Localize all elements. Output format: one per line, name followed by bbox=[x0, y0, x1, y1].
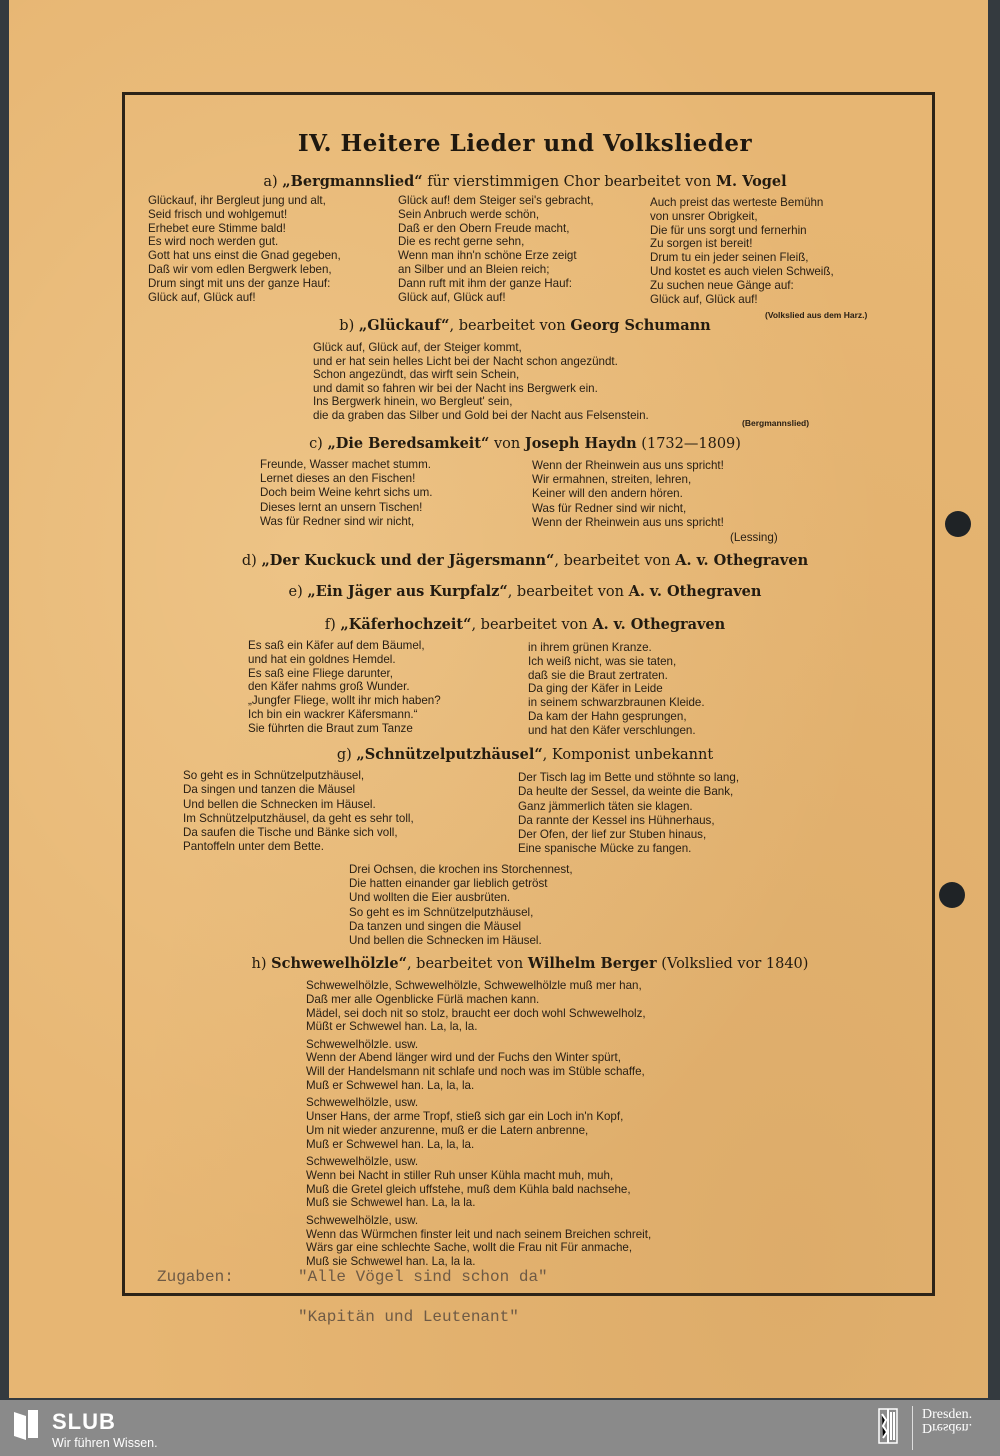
lyric-line: Will der Handelsmann nit schlafe und noch was im Stüble schaffe, bbox=[306, 1065, 645, 1079]
dresden-logo[interactable] bbox=[922, 1408, 972, 1434]
lyric-line: Müßt er Schwewel han. La, la, la. bbox=[306, 1020, 478, 1034]
lyric-line: Die hatten einander gar lieblich getröst bbox=[349, 877, 548, 891]
lyric-line: Muß die Gretel gleich uffstehe, muß dem Kühla bald nachsehe, bbox=[306, 1182, 631, 1196]
lyric-line: Und wollten die Eier ausbrüten. bbox=[349, 891, 511, 905]
lyrics-column bbox=[148, 194, 341, 304]
lyric-line: Ganz jämmerlich täten sie klagen. bbox=[518, 799, 693, 813]
song-heading-a: a) „Bergmannslied“ für vierstimmigen Chor bearbeitet von M. Vogel bbox=[263, 173, 787, 190]
lyric-line: Glück auf, Glück auf! bbox=[650, 292, 758, 306]
source-note: (Lessing) bbox=[730, 531, 778, 544]
lyric-line: Mädel, sei doch nit so stolz, braucht eer doch wohl Schwewelholz, bbox=[306, 1006, 646, 1020]
lyric-line: Freunde, Wasser machet stumm. bbox=[260, 458, 431, 471]
source-note: (Bergmannslied) bbox=[742, 418, 810, 428]
lyric-line: Schwewelhölzle. usw. bbox=[306, 1037, 419, 1051]
lyric-line: Daß er den Obern Freude macht, bbox=[398, 221, 570, 235]
stanza bbox=[306, 1038, 651, 1093]
lyrics-column bbox=[518, 771, 739, 857]
lyric-line: Was für Redner sind wir nicht, bbox=[532, 501, 687, 515]
lyric-line: Sie führten die Braut zum Tanze bbox=[248, 721, 413, 735]
book-logo-icon bbox=[12, 1408, 40, 1442]
lyric-line: Muß er Schwewel han. La, la, la. bbox=[306, 1079, 475, 1093]
lyric-line: Sein Anbruch werde schön, bbox=[398, 207, 540, 221]
lyric-line: Doch beim Weine kehrt sichs um. bbox=[260, 486, 433, 500]
stanza bbox=[306, 1096, 651, 1151]
lyric-line: Schwewelhölzle, usw. bbox=[306, 1213, 419, 1227]
lyric-line: von unsrer Obrigkeit, bbox=[650, 209, 758, 223]
lyric-line: Lernet dieses an den Fischen! bbox=[260, 472, 416, 486]
lyric-line: Der Ofen, der lief zur Stuben hinaus, bbox=[518, 828, 707, 842]
lyric-line: Glückauf, ihr Bergleut jung und alt, bbox=[148, 194, 326, 207]
lyrics-block bbox=[306, 979, 651, 1269]
lyric-line: und hat den Käfer verschlungen. bbox=[528, 723, 696, 737]
lyric-line: die da graben das Silber und Gold bei der Nacht aus Felsenstein. bbox=[313, 408, 649, 422]
lyric-line: und hat ein goldnes Hemdel. bbox=[248, 652, 396, 666]
lyric-line: Es saß ein Käfer auf dem Bäumel, bbox=[248, 639, 425, 652]
lyric-line: Schwewelhölzle, Schwewelhölzle, Schwewelhölzle muß mer han, bbox=[306, 979, 642, 992]
lyric-line: Es wird noch werden gut. bbox=[148, 235, 279, 249]
lyric-line: Es saß eine Fliege darunter, bbox=[248, 666, 394, 680]
lyric-line: Um nit wieder anzurenne, muß er die Latern anbrenne, bbox=[306, 1123, 589, 1137]
lyric-line: Erhebet eure Stimme bald! bbox=[148, 221, 286, 235]
lyrics-column bbox=[532, 459, 724, 530]
lyric-line: „Jungfer Fliege, wollt ihr mich haben? bbox=[248, 694, 441, 708]
lyrics-column bbox=[260, 458, 432, 529]
lyrics-column bbox=[650, 196, 834, 306]
lyric-line: Seid frisch und wohlgemut! bbox=[148, 207, 288, 221]
lyric-line: Da singen und tanzen die Mäusel bbox=[183, 783, 356, 797]
lyric-line: in ihrem grünen Kranze. bbox=[528, 641, 652, 654]
lyric-line: Zu sorgen ist bereit! bbox=[650, 237, 753, 251]
lyric-line: Wärs gar eine schlechte Sache, wollt die Frau nit Für anmache, bbox=[306, 1241, 633, 1255]
lyric-line: Drum tu ein jeder seinen Fleiß, bbox=[650, 251, 809, 265]
song-heading-b: b) „Glückauf“, bearbeitet von Georg Schumann bbox=[339, 317, 711, 334]
lyric-line: Muß sie Schwewel han. La, la la. bbox=[306, 1255, 476, 1269]
lyric-line: Wenn der Abend länger wird und der Fuchs den Winter spürt, bbox=[306, 1051, 621, 1065]
punch-hole bbox=[945, 511, 971, 537]
lyric-line: Wenn der Rheinwein aus uns spricht! bbox=[532, 459, 724, 472]
song-heading-c: c) „Die Beredsamkeit“ von Joseph Haydn (1732—1809) bbox=[309, 435, 741, 452]
stanza bbox=[306, 979, 651, 1034]
lyrics-block bbox=[349, 863, 573, 948]
stanza bbox=[306, 1214, 651, 1269]
lyric-line: Der Tisch lag im Bette und stöhnte so lang, bbox=[518, 771, 740, 784]
encore-item: "Kapitän und Leutenant" bbox=[298, 1308, 519, 1326]
lyric-line: daß sie die Braut zertraten. bbox=[528, 668, 668, 682]
lyric-line: Gott hat uns einst die Gnad gegeben, bbox=[148, 249, 341, 263]
lyric-line: Da tanzen und singen die Mäusel bbox=[349, 919, 522, 933]
lyric-line: So geht es in Schnützelputzhäusel, bbox=[183, 769, 365, 782]
lyric-line: Wenn das Würmchen finster leit und nach seinem Breichen schreit, bbox=[306, 1227, 652, 1241]
lyric-line: Und kostet es auch vielen Schweiß, bbox=[650, 264, 834, 278]
lyric-line: Da rannte der Kessel ins Hühnerhaus, bbox=[518, 813, 715, 827]
song-heading-d: d) „Der Kuckuck und der Jägersmann“, bearbeitet von A. v. Othegraven bbox=[241, 552, 809, 569]
lyric-line: Und bellen die Schnecken im Häusel. bbox=[183, 797, 376, 811]
lyric-line: und damit so fahren wir bei der Nacht ins Bergwerk ein. bbox=[313, 381, 598, 395]
song-heading-g: g) „Schnützelputzhäusel“, Komponist unbekannt bbox=[336, 746, 714, 763]
lyric-line: Drum singt mit uns der ganze Hauf: bbox=[148, 276, 331, 290]
lyric-line: Drei Ochsen, die krochen ins Storchennest, bbox=[349, 863, 573, 876]
lyric-line: Schon angezündt, das wirft sein Schein, bbox=[313, 368, 520, 382]
lyric-line: Dann ruft mit ihm der ganze Hauf: bbox=[398, 276, 572, 290]
lyric-line: Schwewelhölzle, usw. bbox=[306, 1155, 419, 1169]
lyric-line: Glück auf! dem Steiger sei's gebracht, bbox=[398, 194, 594, 207]
lyric-line: an Silber und an Bleien reich; bbox=[398, 262, 550, 276]
lyric-line: Muß sie Schwewel han. La, la la. bbox=[306, 1196, 476, 1210]
lyric-line: den Käfer nahms groß Wunder. bbox=[248, 680, 410, 694]
lyric-line: Glück auf, Glück auf! bbox=[148, 290, 256, 304]
dresden-coat-of-arms-icon bbox=[878, 1408, 898, 1446]
lyric-line: Die für uns sorgt und fernerhin bbox=[650, 223, 807, 237]
source-note: (Volkslied aus dem Harz.) bbox=[765, 310, 868, 320]
lyric-line: Da heulte der Sessel, da weinte die Bank, bbox=[518, 785, 734, 799]
lyric-line: Daß mer alle Ogenblicke Fürlä machen kann. bbox=[306, 992, 540, 1006]
encore-item: "Alle Vögel sind schon da" bbox=[298, 1268, 548, 1286]
lyric-line: Dieses lernt an unsern Tischen! bbox=[260, 500, 423, 514]
lyric-line: Da kam der Hahn gesprungen, bbox=[528, 709, 687, 723]
lyric-line: Muß er Schwewel han. La, la, la. bbox=[306, 1137, 475, 1151]
lyric-line: Unser Hans, der arme Tropf, stieß sich gar ein Loch in'n Kopf, bbox=[306, 1110, 624, 1124]
lyrics-column bbox=[528, 641, 705, 738]
lyric-line: Ins Bergwerk hinein, wo Bergleut' sein, bbox=[313, 395, 513, 409]
dresden-text: Dresden. bbox=[922, 1407, 973, 1422]
lyrics-column bbox=[398, 194, 594, 304]
lyric-line: Auch preist das werteste Bemühn bbox=[650, 196, 824, 209]
lyric-line: Im Schnützelputzhäusel, da geht es sehr toll, bbox=[183, 811, 414, 825]
lyric-line: in seinem schwarzbraunen Kleide. bbox=[528, 696, 705, 710]
lyric-line: Zu suchen neue Gänge auf: bbox=[650, 278, 794, 292]
lyric-line: Pantoffeln unter dem Bette. bbox=[183, 840, 324, 854]
lyric-line: Was für Redner sind wir nicht, bbox=[260, 514, 415, 528]
song-heading-f: f) „Käferhochzeit“, bearbeitet von A. v. Othegraven bbox=[324, 616, 726, 633]
lyric-line: Da saufen die Tische und Bänke sich voll, bbox=[183, 826, 398, 840]
stanza bbox=[306, 1155, 651, 1210]
section-title: IV. Heitere Lieder und Volkslieder bbox=[297, 130, 753, 157]
lyric-line: und er hat sein helles Licht bei der Nacht schon angezündt. bbox=[313, 354, 618, 368]
lyric-line: Die es recht gerne sehn, bbox=[398, 235, 525, 249]
lyrics-column bbox=[248, 639, 441, 736]
lyric-line: Wenn bei Nacht in stiller Ruh unser Kühla macht muh, muh, bbox=[306, 1168, 614, 1182]
lyric-line: Wir ermahnen, streiten, lehren, bbox=[532, 473, 692, 487]
lyric-line: Glück auf, Glück auf! bbox=[398, 290, 506, 304]
viewer-footer bbox=[0, 1400, 1000, 1456]
song-heading-e: e) „Ein Jäger aus Kurpfalz“, bearbeitet von A. v. Othegraven bbox=[288, 583, 762, 600]
lyric-line: Glück auf, Glück auf, der Steiger kommt, bbox=[313, 341, 522, 354]
dresden-text-mirrored: Dresden. bbox=[922, 1420, 973, 1435]
lyric-line: Schwewelhölzle, usw. bbox=[306, 1096, 419, 1110]
slub-logo[interactable]: SLUB bbox=[52, 1409, 116, 1434]
lyrics-column bbox=[183, 769, 414, 855]
punch-hole bbox=[939, 882, 965, 908]
lyric-line: Eine spanische Mücke zu fangen. bbox=[518, 842, 692, 856]
slogan: Wir führen Wissen. bbox=[52, 1436, 158, 1450]
lyric-line: Und bellen die Schnecken im Häusel. bbox=[349, 934, 542, 948]
lyric-line: Keiner will den andern hören. bbox=[532, 487, 683, 501]
lyric-line: Wenn der Rheinwein aus uns spricht! bbox=[532, 515, 724, 529]
encores-label: Zugaben: bbox=[157, 1268, 234, 1286]
lyric-line: Ich weiß nicht, was sie taten, bbox=[528, 654, 677, 668]
lyric-line: So geht es im Schnützelputzhäusel, bbox=[349, 905, 534, 919]
lyrics-block bbox=[313, 341, 649, 423]
lyric-line: Wenn man ihn'n schöne Erze zeigt bbox=[398, 249, 577, 263]
divider bbox=[912, 1406, 913, 1450]
lyric-line: Daß wir vom edlen Bergwerk leben, bbox=[148, 262, 332, 276]
lyric-line: Da ging der Käfer in Leide bbox=[528, 682, 663, 696]
lyric-line: Ich bin ein wackrer Käfersmann.“ bbox=[248, 707, 418, 721]
song-heading-h: h) Schwewelhölzle“, bearbeitet von Wilhelm Berger (Volkslied vor 1840) bbox=[251, 955, 809, 972]
